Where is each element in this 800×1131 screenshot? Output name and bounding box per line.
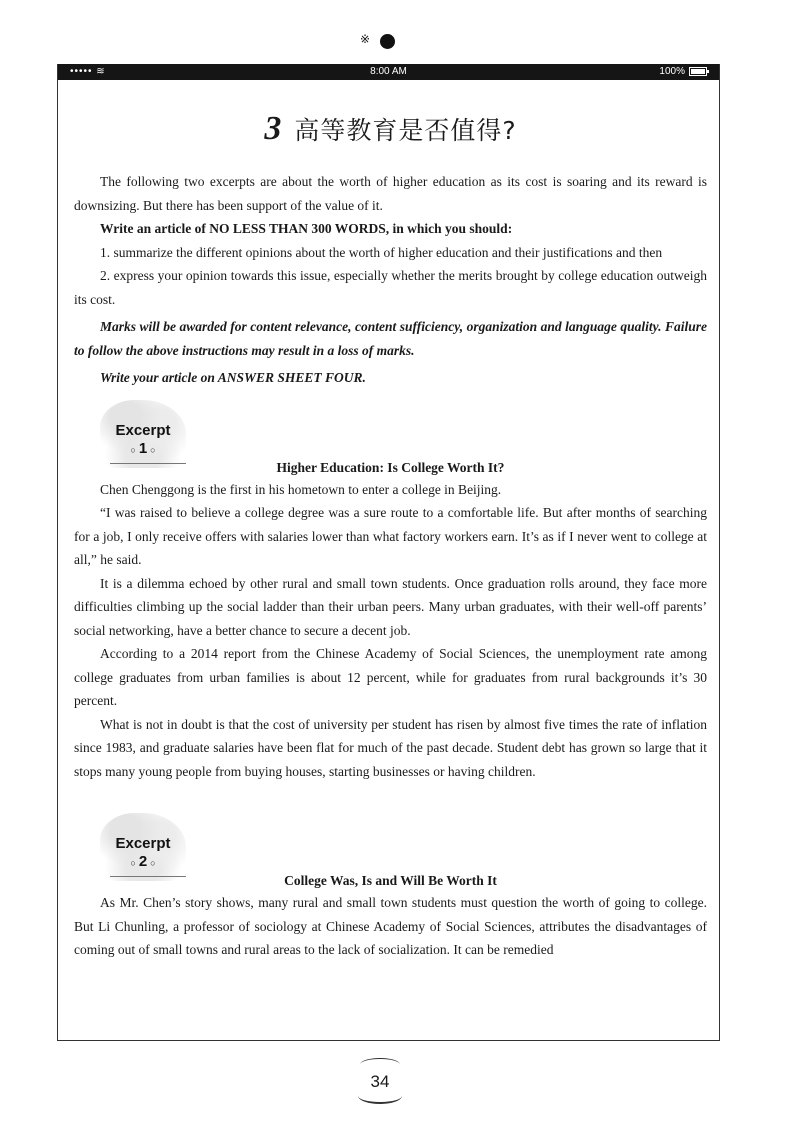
excerpt-1-paragraph: Chen Chenggong is the first in his hometown to enter a college in Beijing. bbox=[100, 481, 502, 497]
excerpt-2-header bbox=[74, 783, 707, 891]
status-bar bbox=[58, 64, 719, 80]
instructions-intro: The following two excerpts are about the worth of higher education as its cost is soaring and its reward is downsizing. But there has been support of the value of it. bbox=[74, 174, 707, 213]
signal-dots: ••••• bbox=[70, 66, 97, 77]
excerpt-1-title: Higher Education: Is College Worth It? bbox=[276, 459, 505, 475]
answer-sheet-note: Write your article on ANSWER SHEET FOUR. bbox=[100, 370, 366, 385]
excerpt-1-paragraph: According to a 2014 report from the Chinese Academy of Social Sciences, the unemployment rate among college graduates from urban families is about 12 percent, while for graduates from rural backgrounds it’s 30 percent. bbox=[74, 646, 707, 708]
excerpt-1-paragraph: It is a dilemma echoed by other rural and small town students. Once graduation rolls around, they face more difficulties climbing up the social ladder than their urban peers. Many urban graduates, with their well-off parents’ social networking, have a better chance to secure a decent job. bbox=[74, 575, 707, 638]
battery-indicator bbox=[659, 66, 707, 77]
battery-icon bbox=[689, 67, 707, 76]
wifi-icon: ≋ bbox=[96, 66, 106, 77]
battery-percent: 100% bbox=[659, 66, 685, 77]
top-ornament: ※ bbox=[360, 32, 371, 46]
chapter-number: 3 bbox=[264, 110, 283, 147]
page-number: 34 bbox=[356, 1060, 404, 1104]
excerpt-2-badge bbox=[100, 813, 186, 881]
excerpt-1-header bbox=[74, 390, 707, 478]
instructions-point-2: 2. express your opinion towards this issue, especially whether the merits brought by college education outweigh its cost. bbox=[74, 268, 707, 307]
instructions-task: Write an article of NO LESS THAN 300 WORDS, in which you should: bbox=[100, 221, 513, 236]
chapter-title: 高等教育是否值得? bbox=[294, 116, 517, 145]
chapter-heading bbox=[74, 110, 707, 148]
excerpt-1-badge-label: Excerpt bbox=[115, 421, 171, 439]
page-content bbox=[58, 110, 719, 962]
excerpt-1-paragraph: What is not in doubt is that the cost of university per student has risen by almost five times the rate of inflation since 1983, and graduate salaries have been flat for much of the past decade. Student debt has grown so large that it stops many young people from buying houses, starting businesses or having children. bbox=[74, 716, 707, 779]
camera-dot bbox=[380, 34, 395, 49]
device-screen bbox=[57, 64, 720, 1041]
excerpt-2-paragraph: As Mr. Chen’s story shows, many rural and small town students must question the worth of going to college. But Li Chunling, a professor of sociology at Chinese Academy of Social Sciences, attributes the disadvantages of coming out of small towns and rural areas to the lack of socialization. It can be remedied bbox=[74, 895, 707, 957]
excerpt-2-badge-number: ○ 2 ○ bbox=[100, 853, 186, 870]
excerpt-1-paragraph: “I was raised to believe a college degree was a sure route to a comfortable life. But after months of searching for a job, I only receive offers with salaries lower than what factory workers earn. It’s as if I never went to college at all,” he said. bbox=[74, 505, 707, 567]
excerpt-2-title: College Was, Is and Will Be Worth It bbox=[284, 873, 497, 888]
excerpt-2-badge-label: Excerpt bbox=[115, 835, 171, 852]
marks-note: Marks will be awarded for content relevance, content sufficiency, organization and language quality. Failure to follow the above instructions may result in a loss of marks. bbox=[74, 319, 707, 358]
status-time: 8:00 AM bbox=[370, 66, 407, 77]
excerpt-1-badge bbox=[100, 400, 186, 468]
instructions-point-1: 1. summarize the different opinions about the worth of higher education and their justifications and then bbox=[100, 244, 663, 260]
excerpt-1-badge-number: ○ 1 ○ bbox=[100, 440, 186, 457]
